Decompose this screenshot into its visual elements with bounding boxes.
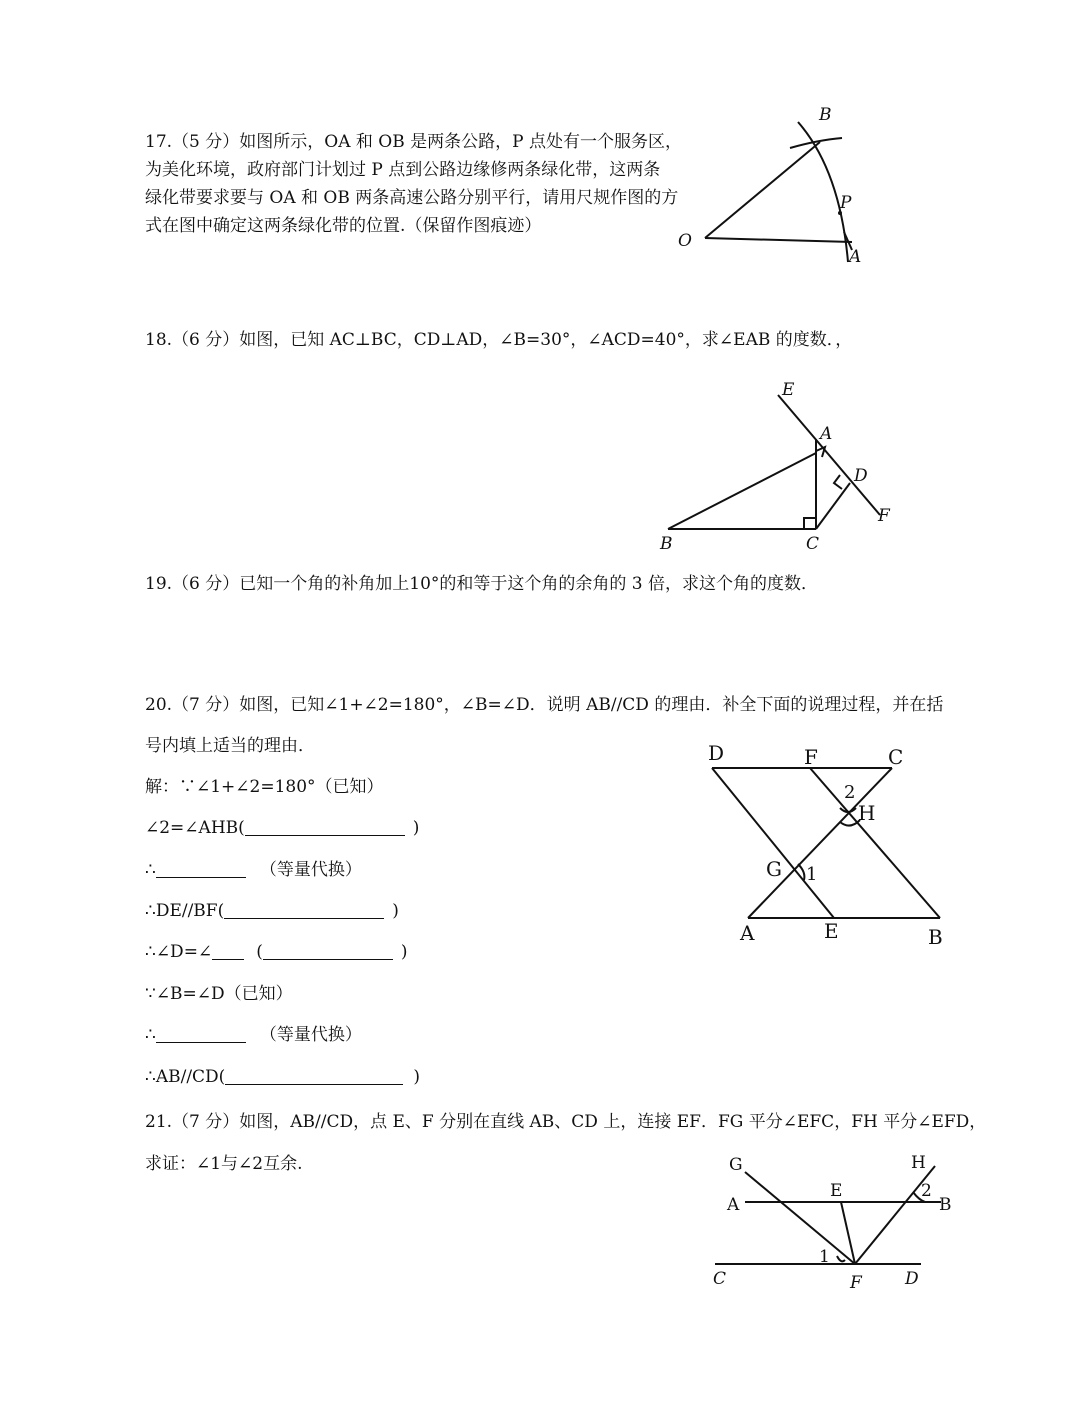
q20-step-4: ∴DE//BF( ): [145, 901, 399, 921]
q20-step-5: ∴∠D=∠ ( ): [145, 942, 408, 962]
right-angle-d: [834, 475, 842, 489]
q21-label-1: 1: [819, 1247, 830, 1267]
q17-line-1: 17.（5 分）如图所示，OA 和 OB 是两条公路，P 点处有一个服务区，: [145, 132, 682, 152]
q17-line-3: 绿化带要求要与 OA 和 OB 两条高速公路分别平行，请用尺规作图的方: [145, 188, 679, 208]
q17-line-4: 式在图中确定这两条绿化带的位置.（保留作图痕迹）: [145, 216, 542, 236]
q20-step-6: ∵∠B=∠D（已知）: [145, 984, 293, 1004]
q20-step-1: 解：∵∠1+∠2=180°（已知）: [145, 777, 384, 797]
q18-label-a: A: [820, 424, 833, 444]
q20-label-d: D: [708, 741, 725, 765]
ray-ob: [705, 142, 820, 238]
line-ef: [778, 395, 880, 515]
q20-label-f: F: [804, 745, 818, 769]
q21-label-f: F: [850, 1273, 862, 1293]
question-18: 18.（6 分）如图，已知 AC⊥BC，CD⊥AD，∠B=30°，∠ACD=40°，求∠EAB 的度数．，: [145, 330, 853, 350]
q20-label-e: E: [824, 919, 839, 943]
q20-blank-5b[interactable]: [263, 943, 393, 960]
q20-label-1: 1: [806, 864, 818, 885]
q17-line-2: 为美化环境，政府部门计划过 P 点到公路边缘修两条绿化带，这两条: [145, 160, 661, 180]
q17-label-a: A: [849, 247, 862, 267]
q20-label-2: 2: [844, 782, 856, 803]
q17-label-o: O: [678, 231, 692, 251]
q21-label-a: A: [727, 1195, 740, 1215]
q20-blank-8[interactable]: [225, 1068, 403, 1085]
q21-label-h: H: [911, 1153, 926, 1173]
q21-label-e: E: [830, 1181, 843, 1201]
q20-label-b: B: [928, 925, 943, 949]
q20-blank-7[interactable]: [156, 1026, 246, 1043]
q21-label-g: G: [729, 1155, 743, 1175]
q21-line-2: 求证：∠1与∠2互余.: [145, 1154, 303, 1174]
right-angle-c: [804, 518, 816, 529]
q20-blank-3[interactable]: [156, 861, 246, 878]
q20-step-8: ∴AB//CD( ): [145, 1067, 420, 1087]
q21-figure: [705, 1148, 965, 1298]
q17-figure: [660, 100, 900, 280]
q20-step-3: ∴ （等量代换）: [145, 860, 362, 880]
q20-blank-2[interactable]: [245, 819, 405, 836]
q17-label-b: B: [819, 105, 832, 125]
q20-figure: [700, 740, 960, 955]
q18-label-d: D: [854, 466, 868, 486]
q20-blank-5a[interactable]: [212, 943, 244, 960]
line-ac: [748, 768, 892, 918]
q17-label-p: P: [840, 193, 852, 213]
q21-label-2: 2: [921, 1181, 932, 1201]
q20-step-7: ∴ （等量代换）: [145, 1025, 362, 1045]
question-17: [145, 128, 682, 240]
question-19: 19.（6 分）已知一个角的补角加上10°的和等于这个角的余角的 3 倍，求这个角的度数．: [145, 574, 819, 594]
q18-label-c: C: [806, 534, 820, 554]
q18-label-e: E: [782, 380, 795, 400]
right-angle-a: [816, 447, 825, 457]
q18-label-b: B: [660, 534, 673, 554]
q20-step-2: ∠2=∠AHB( ): [145, 818, 420, 838]
q21-label-c: C: [713, 1269, 727, 1289]
q18-label-f: F: [878, 506, 890, 526]
segment-cd: [816, 483, 850, 529]
q20-blank-4[interactable]: [224, 902, 384, 919]
q21-line-1: 21.（7 分）如图，AB//CD，点 E、F 分别在直线 AB、CD 上，连接 EF．FG 平分∠EFC，FH 平分∠EFD，: [145, 1112, 987, 1132]
q21-label-d: D: [905, 1269, 919, 1289]
q20-label-g: G: [766, 857, 782, 881]
ray-oa: [705, 238, 852, 242]
q20-line-2: 号内填上适当的理由．: [145, 736, 315, 756]
q20-line-1: 20.（7 分）如图，已知∠1+∠2=180°，∠B=∠D．说明 AB//CD 的理由．补全下面的说理过程，并在括: [145, 695, 944, 715]
line-de: [712, 768, 834, 918]
q18-figure: [650, 375, 910, 560]
segment-ab: [668, 453, 816, 529]
line-bf: [810, 768, 940, 918]
q20-label-a: A: [740, 921, 755, 945]
angle-1-arc: [837, 1256, 845, 1261]
q20-label-c: C: [888, 745, 904, 769]
q21-label-b: B: [939, 1195, 952, 1215]
q20-label-h: H: [858, 801, 876, 825]
